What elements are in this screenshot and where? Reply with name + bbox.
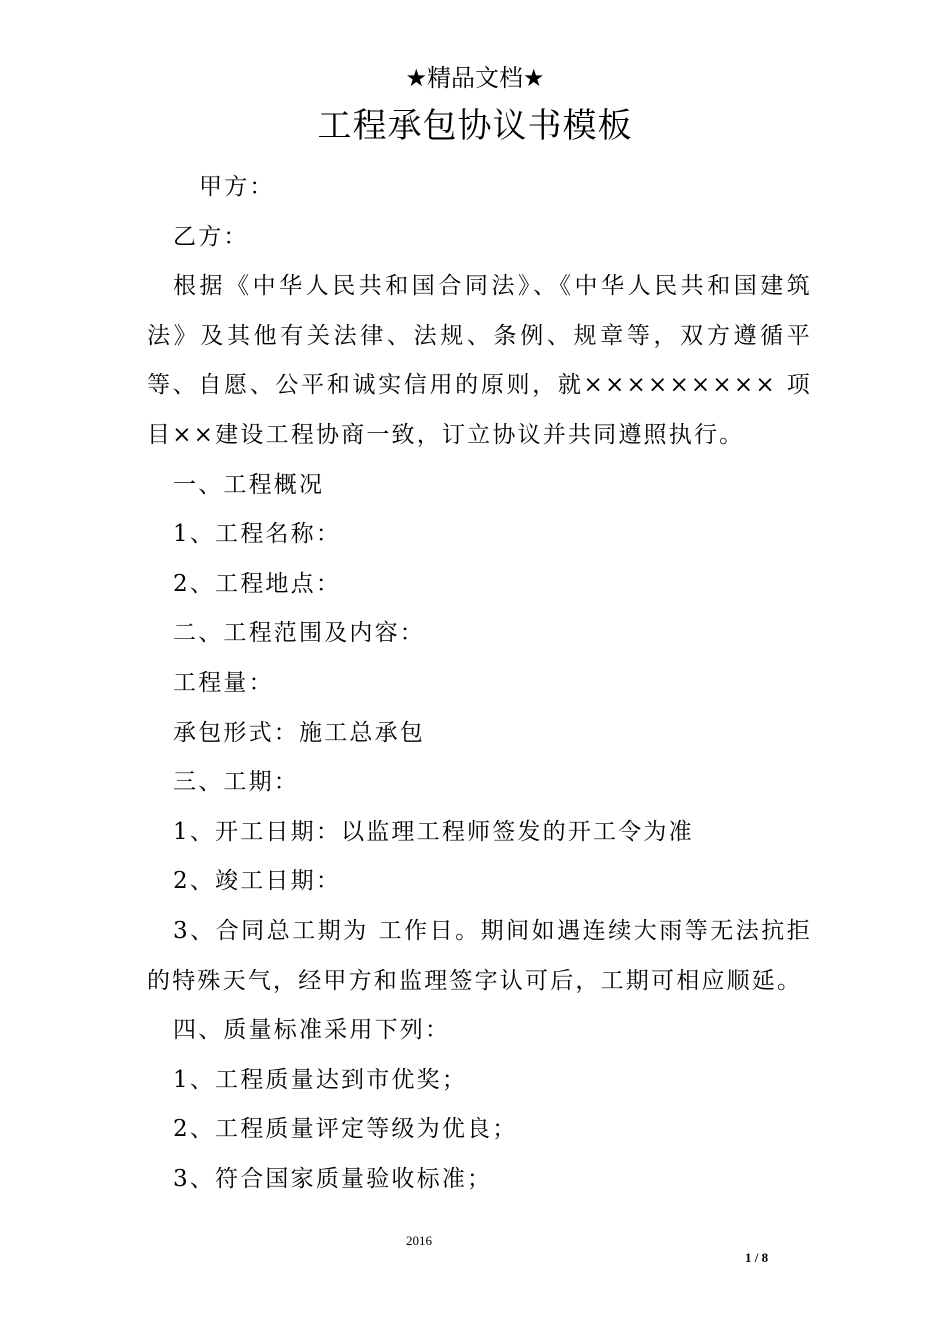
paragraph-contract-form: 承包形式：施工总承包 bbox=[173, 719, 425, 746]
section-heading-scope: 二、工程范围及内容： bbox=[173, 620, 425, 647]
document-body bbox=[147, 163, 812, 1204]
paragraph-party-b: 乙方： bbox=[173, 223, 249, 250]
paragraph-project-location: 2、工程地点： bbox=[173, 570, 342, 597]
section-heading-overview: 一、工程概况 bbox=[173, 471, 325, 498]
paragraph-project-name: 1、工程名称： bbox=[173, 521, 342, 548]
paragraph-quality-3: 3、符合国家质量验收标准； bbox=[173, 1165, 493, 1192]
header-mark: ★精品文档★ bbox=[405, 64, 545, 92]
paragraph-total-duration: 3、合同总工期为 工作日。期间如遇连续大雨等无法抗拒的特殊天气，经甲方和监理签字认可后，工期可相应顺延。 bbox=[147, 917, 812, 994]
document-title: 工程承包协议书模板 bbox=[317, 106, 633, 146]
paragraph-quantity: 工程量： bbox=[173, 669, 274, 696]
section-heading-quality: 四、质量标准采用下列： bbox=[173, 1017, 451, 1044]
paragraph-start-date: 1、开工日期：以监理工程师签发的开工令为准 bbox=[173, 818, 694, 845]
paragraph-quality-2: 2、工程质量评定等级为优良； bbox=[173, 1116, 518, 1143]
section-heading-schedule: 三、工期： bbox=[173, 769, 299, 796]
paragraph-quality-1: 1、工程质量达到市优奖； bbox=[173, 1066, 468, 1093]
footer-year: 2016 bbox=[406, 1233, 432, 1248]
paragraph-preamble: 根据《中华人民共和国合同法》、《中华人民共和国建筑法》及其他有关法律、法规、条例、规章等，双方遵循平等、自愿、公平和诚实信用的原则，就××××××××× 项目××建设工程协商一致，订立协议并共同遵照执行。 bbox=[147, 273, 812, 448]
page-indicator: 1 / 8 bbox=[745, 1250, 769, 1265]
paragraph-party-a: 甲方： bbox=[199, 174, 275, 200]
paragraph-completion-date: 2、竣工日期： bbox=[173, 868, 342, 895]
